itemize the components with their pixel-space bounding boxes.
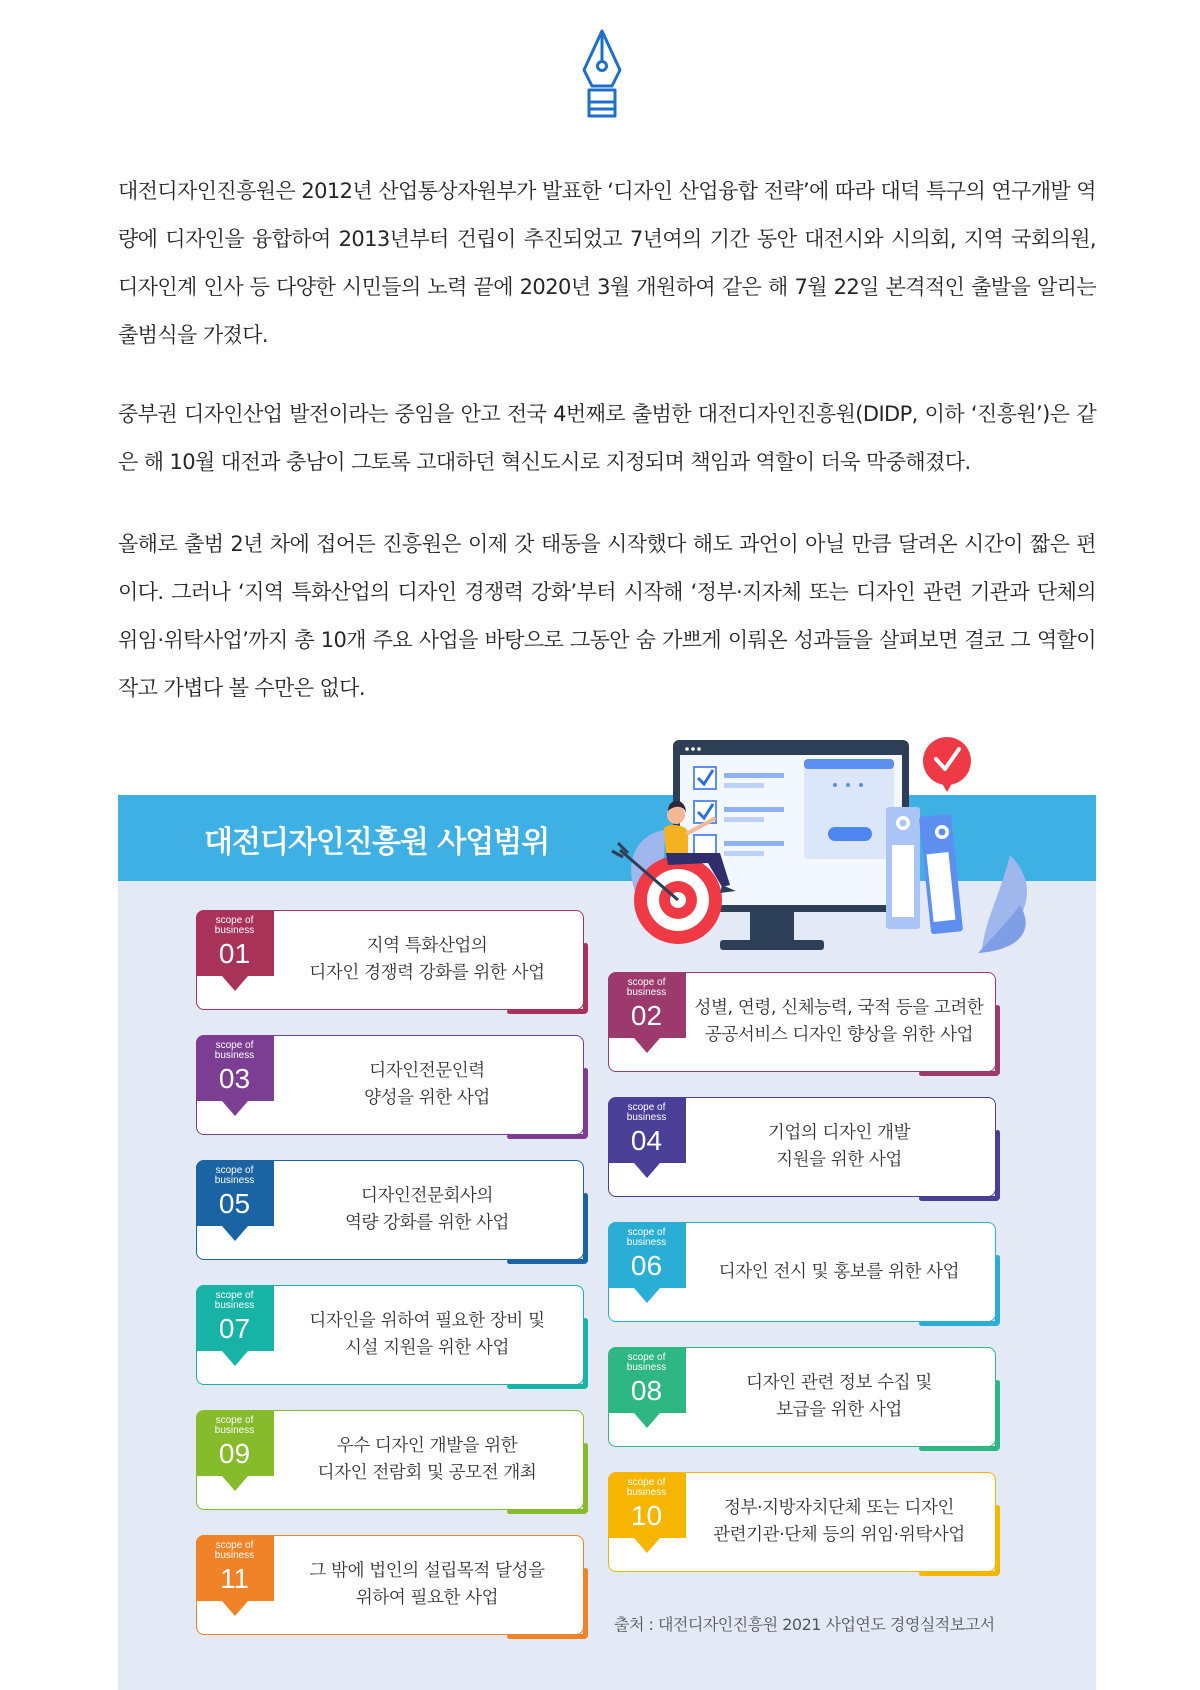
- business-description: [693, 1473, 985, 1571]
- business-card-04: [608, 1097, 996, 1197]
- business-card-05: [196, 1160, 584, 1260]
- business-number: 03: [218, 1062, 251, 1094]
- business-number: 11: [219, 1562, 250, 1594]
- description-line-1: 기업의 디자인 개발: [767, 1123, 911, 1143]
- business-tag-01: [196, 910, 274, 976]
- description-line-2: 관련기관·단체 등의 위임·위탁사업: [713, 1525, 965, 1545]
- business-description: [693, 973, 985, 1071]
- description-line-2: 디자인 경쟁력 강화를 위한 사업: [309, 963, 545, 983]
- business-description: [693, 1098, 985, 1196]
- description-line-1: 정부·지방자치단체 또는 디자인: [723, 1498, 955, 1518]
- business-card-06: [608, 1222, 996, 1322]
- business-tag-11: [196, 1535, 274, 1601]
- scope-label: scope of business: [214, 1414, 255, 1436]
- business-tag-04: [608, 1097, 686, 1163]
- scope-label: scope of business: [626, 976, 667, 998]
- business-number: 09: [218, 1437, 251, 1469]
- business-card-02: [608, 972, 996, 1072]
- business-number: 08: [630, 1374, 663, 1406]
- description-line-1: 우수 디자인 개발을 위한: [336, 1436, 518, 1456]
- description-line-2: 양성을 위한 사업: [364, 1088, 490, 1108]
- business-card-11: [196, 1535, 584, 1635]
- business-description: [281, 1161, 573, 1259]
- intro-paragraph-2: 중부권 디자인산업 발전이라는 중임을 안고 전국 4번째로 출범한 대전디자인진흥원(DIDP, 이하 ‘진흥원’)은 같은 해 10월 대전과 충남이 그토록 고대하던 혁신도시로 지정되며 책임과 역할이 더욱 막중해졌다.: [118, 402, 1096, 474]
- scope-label: scope of business: [214, 914, 255, 936]
- intro-paragraph-1: 대전디자인진흥원은 2012년 산업통상자원부가 발표한 ‘디자인 산업융합 전략’에 따라 대덕 특구의 연구개발 역량에 디자인을 융합하여 2013년부터 건립이 추진되었고 7년여의 기간 동안 대전시와 시의회, 지역 국회의원, 디자인계 인사 등 다양한 시민들의 노력 끝에 2020년 3월 개원하여 같은 해 7월 22일 본격적인 출발을 알리는 출범식을 가졌다.: [118, 179, 1096, 347]
- business-description: [693, 1223, 985, 1321]
- scope-label: scope of business: [626, 1101, 667, 1123]
- business-tag-08: [608, 1347, 686, 1413]
- description-line-1: 디자인전문인력: [369, 1061, 485, 1081]
- description-line-2: 시설 지원을 위한 사업: [344, 1338, 510, 1358]
- scope-label: scope of business: [626, 1351, 667, 1373]
- business-tag-06: [608, 1222, 686, 1288]
- description-line-1: 디자인 전시 및 홍보를 위한 사업: [718, 1261, 960, 1282]
- scope-label: scope of business: [214, 1539, 255, 1561]
- business-number: 02: [630, 999, 663, 1031]
- description-line-2: 보급을 위한 사업: [776, 1400, 902, 1420]
- business-description: [693, 1348, 985, 1446]
- description-line-2: 위하여 필요한 사업: [355, 1588, 499, 1608]
- scope-label: scope of business: [214, 1289, 255, 1311]
- business-number: 01: [218, 937, 251, 969]
- business-card-01: [196, 910, 584, 1010]
- description-line-1: 그 밖에 법인의 설립목적 달성을: [309, 1561, 545, 1581]
- business-description: [281, 1411, 573, 1509]
- description-line-2: 디자인 전람회 및 공모전 개최: [317, 1463, 537, 1483]
- business-tag-10: [608, 1472, 686, 1538]
- business-number: 07: [218, 1312, 251, 1344]
- business-card-10: [608, 1472, 996, 1572]
- description-line-1: 성별, 연령, 신체능력, 국적 등을 고려한: [694, 998, 984, 1018]
- source-note: 출처 : 대전디자인진흥원 2021 사업연도 경영실적보고서: [614, 1615, 995, 1634]
- business-description: [281, 1286, 573, 1384]
- business-card-03: [196, 1035, 584, 1135]
- scope-label: scope of business: [626, 1476, 667, 1498]
- business-tag-09: [196, 1410, 274, 1476]
- description-line-2: 역량 강화를 위한 사업: [344, 1213, 510, 1233]
- business-tag-02: [608, 972, 686, 1038]
- scope-label: scope of business: [214, 1164, 255, 1186]
- scope-label: scope of business: [214, 1039, 255, 1061]
- business-number: 05: [218, 1187, 251, 1219]
- checklist-illustration: [590, 735, 1040, 980]
- business-tag-07: [196, 1285, 274, 1351]
- description-line-1: 지역 특화산업의: [366, 936, 488, 956]
- description-line-2: 지원을 위한 사업: [776, 1150, 902, 1170]
- business-description: [281, 1536, 573, 1634]
- description-line-2: 공공서비스 디자인 향상을 위한 사업: [704, 1025, 974, 1045]
- description-line-1: 디자인을 위하여 필요한 장비 및: [309, 1311, 545, 1331]
- business-tag-03: [196, 1035, 274, 1101]
- business-number: 10: [630, 1499, 663, 1531]
- pen-nib-icon: [578, 28, 626, 124]
- description-line-1: 디자인 관련 정보 수집 및: [746, 1373, 932, 1393]
- description-line-1: 디자인전문회사의: [360, 1186, 494, 1206]
- business-card-09: [196, 1410, 584, 1510]
- business-number: 06: [630, 1249, 663, 1281]
- intro-paragraph-3: 올해로 출범 2년 차에 접어든 진흥원은 이제 갓 태동을 시작했다 해도 과언이 아닐 만큼 달려온 시간이 짧은 편이다. 그러나 ‘지역 특화산업의 디자인 경쟁력 강화’부터 시작해 ‘정부·지자체 또는 디자인 관련 기관과 단체의 위임·위탁사업’까지 총 10개 주요 사업을 바탕으로 그동안 숨 가쁘게 이뤄온 성과들을 살펴보면 결코 그 역할이 작고 가볍다 볼 수만은 없다.: [118, 532, 1096, 700]
- scope-label: scope of business: [626, 1226, 667, 1248]
- business-description: [281, 911, 573, 1009]
- business-card-08: [608, 1347, 996, 1447]
- infographic-title: 대전디자인진흥원 사업범위: [204, 825, 550, 860]
- business-card-07: [196, 1285, 584, 1385]
- business-description: [281, 1036, 573, 1134]
- business-number: 04: [630, 1124, 663, 1156]
- business-tag-05: [196, 1160, 274, 1226]
